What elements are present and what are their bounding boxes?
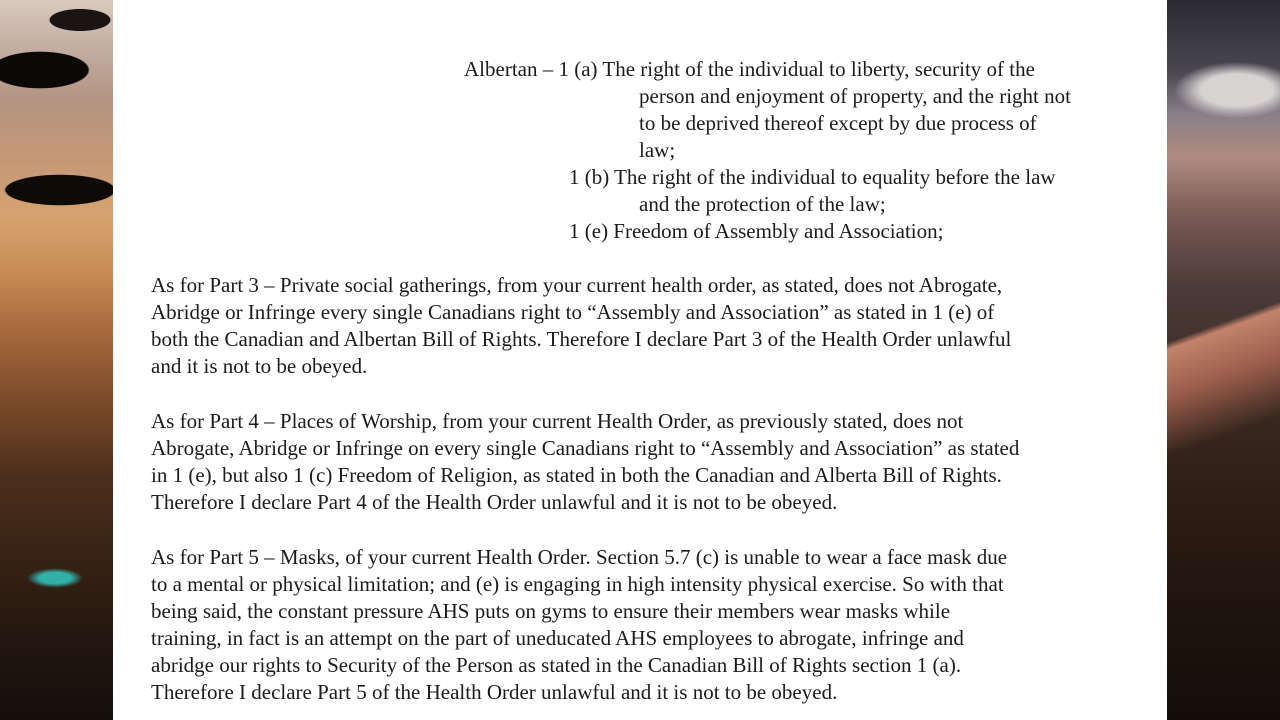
- quote-line: law;: [639, 138, 676, 162]
- paragraph-line: Abrogate, Abridge or Infringe on every single Canadians right to “Assembly and Association” as stated: [151, 436, 1020, 460]
- paragraph-line: to a mental or physical limitation; and (e) is engaging in high intensity physical exercise. So with that: [151, 572, 1004, 596]
- mountain-backdrop-left: [0, 0, 113, 720]
- paragraph-line: abridge our rights to Security of the Person as stated in the Canadian Bill of Rights section 1 (a).: [151, 653, 962, 677]
- paragraph-line: Abridge or Infringe every single Canadians right to “Assembly and Association” as stated in 1 (e) of: [151, 300, 995, 324]
- quote-line: 1 (b) The right of the individual to equality before the law: [569, 165, 1056, 189]
- paragraph-line: and it is not to be obeyed.: [151, 354, 368, 378]
- document-page: [113, 0, 1167, 720]
- quote-line: Albertan – 1 (a) The right of the individual to liberty, security of the: [464, 57, 1035, 81]
- mountain-backdrop-right: [1167, 0, 1280, 720]
- paragraph-part-3: [151, 272, 1151, 380]
- quote-line: person and enjoyment of property, and the right not: [639, 84, 1071, 108]
- paragraph-line: Therefore I declare Part 4 of the Health Order unlawful and it is not to be obeyed.: [151, 490, 838, 514]
- quote-line: to be deprived thereof except by due process of: [639, 111, 1037, 135]
- paragraph-line: As for Part 3 – Private social gatherings, from your current health order, as stated, does not Abrogate,: [151, 273, 1003, 297]
- quote-line: 1 (e) Freedom of Assembly and Association;: [569, 219, 944, 243]
- paragraph-line: Therefore I declare Part 5 of the Health Order unlawful and it is not to be obeyed.: [151, 680, 838, 704]
- quote-line: and the protection of the law;: [639, 192, 886, 216]
- paragraph-line: in 1 (e), but also 1 (c) Freedom of Religion, as stated in both the Canadian and Alberta Bill of Rights.: [151, 463, 1002, 487]
- paragraph-part-4: [151, 408, 1151, 516]
- paragraph-line: As for Part 4 – Places of Worship, from your current Health Order, as previously stated, does not: [151, 409, 964, 433]
- paragraph-line: being said, the constant pressure AHS puts on gyms to ensure their members wear masks while: [151, 599, 951, 623]
- paragraph-line: both the Canadian and Albertan Bill of Rights. Therefore I declare Part 3 of the Health Order unlawful: [151, 327, 1012, 351]
- paragraph-part-5: [151, 544, 1151, 706]
- paragraph-line: As for Part 5 – Masks, of your current Health Order. Section 5.7 (c) is unable to wear a face mask due: [151, 545, 1008, 569]
- paragraph-line: training, in fact is an attempt on the part of uneducated AHS employees to abrogate, infringe and: [151, 626, 964, 650]
